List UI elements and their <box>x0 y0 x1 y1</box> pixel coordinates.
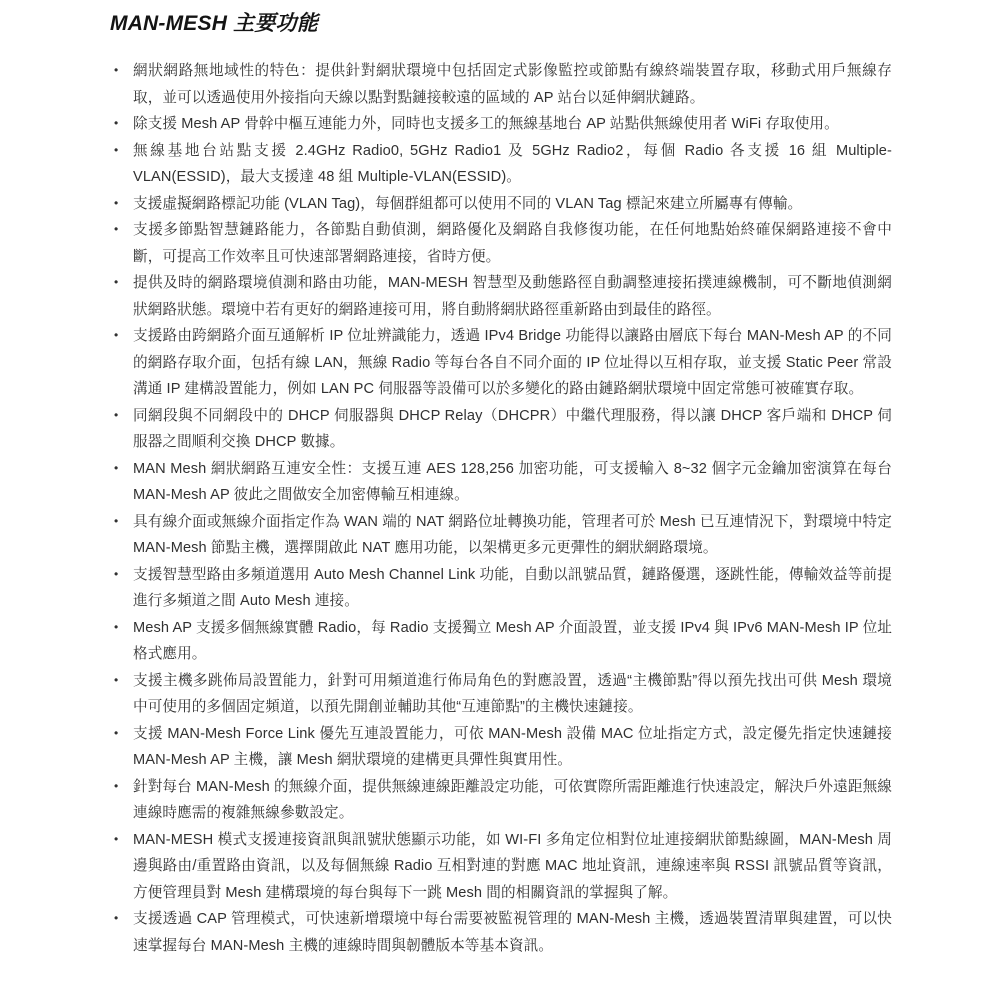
feature-list <box>110 58 892 959</box>
bullet-icon: • <box>114 672 119 687</box>
feature-item <box>110 111 892 138</box>
bullet-icon: • <box>114 222 119 236</box>
feature-text: 支援智慧型路由多頻道選用 Auto Mesh Channel Link 功能，自動以訊號品質，鏈路優選，逐跳性能，傳輸效益等前提進行多頻道之間 Auto Mesh 連接。 <box>133 566 892 609</box>
bullet-icon: • <box>114 725 119 740</box>
bullet-icon: • <box>114 831 119 846</box>
feature-text: 支援路由跨網路介面互通解析 IP 位址辨識能力，透過 IPv4 Bridge 功能得以讓路由層底下每台 MAN-Mesh AP 的不同的網路存取介面，包括有線 LAN，無線 Radio 等每台各自不同介面的 IP 位址得以互相存取，並支援 Static Peer 常設溝通 IP 建構設置能力，例如 LAN PC 伺服器等設備可以於多變化的路由鏈路網狀環境中固定常態可被確實存取。 <box>133 328 892 397</box>
feature-item <box>110 721 892 774</box>
bullet-icon: • <box>114 566 119 581</box>
feature-item <box>110 217 892 270</box>
bullet-icon: • <box>114 328 119 342</box>
feature-item <box>110 58 892 111</box>
bullet-icon: • <box>114 142 119 157</box>
feature-text: 支援 MAN-Mesh Force Link 優先互連設置能力，可依 MAN-Mesh 設備 MAC 位址指定方式，設定優先指定快速鏈接 MAN-Mesh AP 主機，讓 Mesh 網狀環境的建構更具彈性與實用性。 <box>133 725 892 768</box>
page-title: MAN-MESH 主要功能 <box>110 12 318 35</box>
bullet-icon: • <box>114 275 119 289</box>
bullet-icon: • <box>114 460 119 475</box>
feature-text: 支援多節點智慧鏈路能力，各節點自動偵測，網路優化及網路自我修復功能，在任何地點始終確保網路連接不會中斷，可提高工作效率且可快速部署網路連接，省時方便。 <box>133 222 892 265</box>
bullet-icon: • <box>114 116 119 130</box>
feature-item <box>110 562 892 615</box>
feature-text: MAN Mesh 網狀網路互連安全性：支援互連 AES 128,256 加密功能，可支援輸入 8~32 個字元金鑰加密演算在每台 MAN-Mesh AP 彼此之間做安全加密傳輸互相連線。 <box>133 460 892 503</box>
bullet-icon: • <box>114 407 119 422</box>
feature-text: MAN-MESH 模式支援連接資訊與訊號狀態顯示功能，如 WI-FI 多角定位相對位址連接網狀節點線圖，MAN-Mesh 周邊與路由/重置路由資訊，以及每個無線 Radio 互相對連的對應 MAC 地址資訊，連線速率與 RSSI 訊號品質等資訊，方便管理員對 Mesh 建構環境的每台與每下一跳 Mesh 間的相關資訊的掌握與了解。 <box>133 831 892 901</box>
feature-text: 網狀網路無地域性的特色：提供針對網狀環境中包括固定式影像監控或節點有線終端裝置存取，移動式用戶無線存取，並可以透過使用外接指向天線以點對點鏈接較遠的區域的 AP 站台以延伸網狀鏈路。 <box>133 63 892 106</box>
feature-text: 同網段與不同網段中的 DHCP 伺服器與 DHCP Relay（DHCPR）中繼代理服務，得以讓 DHCP 客戶端和 DHCP 伺服器之間順利交換 DHCP 數據。 <box>133 407 892 450</box>
bullet-icon: • <box>114 63 119 77</box>
bullet-icon: • <box>114 911 119 925</box>
feature-item <box>110 827 892 907</box>
feature-item <box>110 668 892 721</box>
feature-text: Mesh AP 支援多個無線實體 Radio，每 Radio 支援獨立 Mesh AP 介面設置，並支援 IPv4 與 IPv6 MAN-Mesh IP 位址格式應用。 <box>133 619 892 662</box>
feature-item <box>110 615 892 668</box>
bullet-icon: • <box>114 195 119 210</box>
feature-item <box>110 456 892 509</box>
feature-text: 支援虛擬網路標記功能 (VLAN Tag)，每個群組都可以使用不同的 VLAN Tag 標記來建立所屬專有傳輸。 <box>133 195 803 212</box>
feature-item <box>110 191 892 218</box>
feature-text: 支援主機多跳佈局設置能力，針對可用頻道進行佈局角色的對應設置，透過“主機節點”得以預先找出可供 Mesh 環境中可使用的多個固定頻道，以預先開創並輔助其他“互連節點”的主機快速鏈接。 <box>133 672 892 715</box>
feature-text: 除支援 Mesh AP 骨幹中樞互連能力外，同時也支援多工的無線基地台 AP 站點供無線使用者 WiFi 存取使用。 <box>133 116 839 132</box>
feature-item <box>110 906 892 959</box>
feature-text: 提供及時的網路環境偵測和路由功能，MAN-MESH 智慧型及動態路徑自動調整連接拓撲連線機制，可不斷地偵測網狀網路狀態。環境中若有更好的網路連接可用，將自動將網狀路徑重新路由到最佳的路徑。 <box>133 275 892 318</box>
feature-item <box>110 323 892 403</box>
bullet-icon: • <box>114 513 119 528</box>
feature-item <box>110 403 892 456</box>
feature-item <box>110 774 892 827</box>
feature-item <box>110 509 892 562</box>
feature-item <box>110 138 892 191</box>
feature-item <box>110 270 892 323</box>
feature-text: 針對每台 MAN-Mesh 的無線介面，提供無線連線距離設定功能，可依實際所需距離進行快速設定，解決戶外遠距無線連線時應需的複雜無線參數設定。 <box>133 778 892 821</box>
bullet-icon: • <box>114 778 119 793</box>
feature-text: 具有線介面或無線介面指定作為 WAN 端的 NAT 網路位址轉換功能，管理者可於 Mesh 已互連情況下，對環境中特定 MAN-Mesh 節點主機，選擇開啟此 NAT 應用功能，以架構更多元更彈性的網狀網路環境。 <box>133 513 892 556</box>
feature-text: 無線基地台站點支援 2.4GHz Radio0, 5GHz Radio1 及 5GHz Radio2，每個 Radio 各支援 16 組 Multiple-VLAN(ESSID)，最大支援達 48 組 Multiple-VLAN(ESSID)。 <box>133 142 892 185</box>
bullet-icon: • <box>114 619 119 634</box>
feature-text: 支援透過 CAP 管理模式，可快速新增環境中每台需要被監視管理的 MAN-Mesh 主機，透過裝置清單與建置，可以快速掌握每台 MAN-Mesh 主機的連線時間與韌體版本等基本資訊。 <box>133 911 892 954</box>
